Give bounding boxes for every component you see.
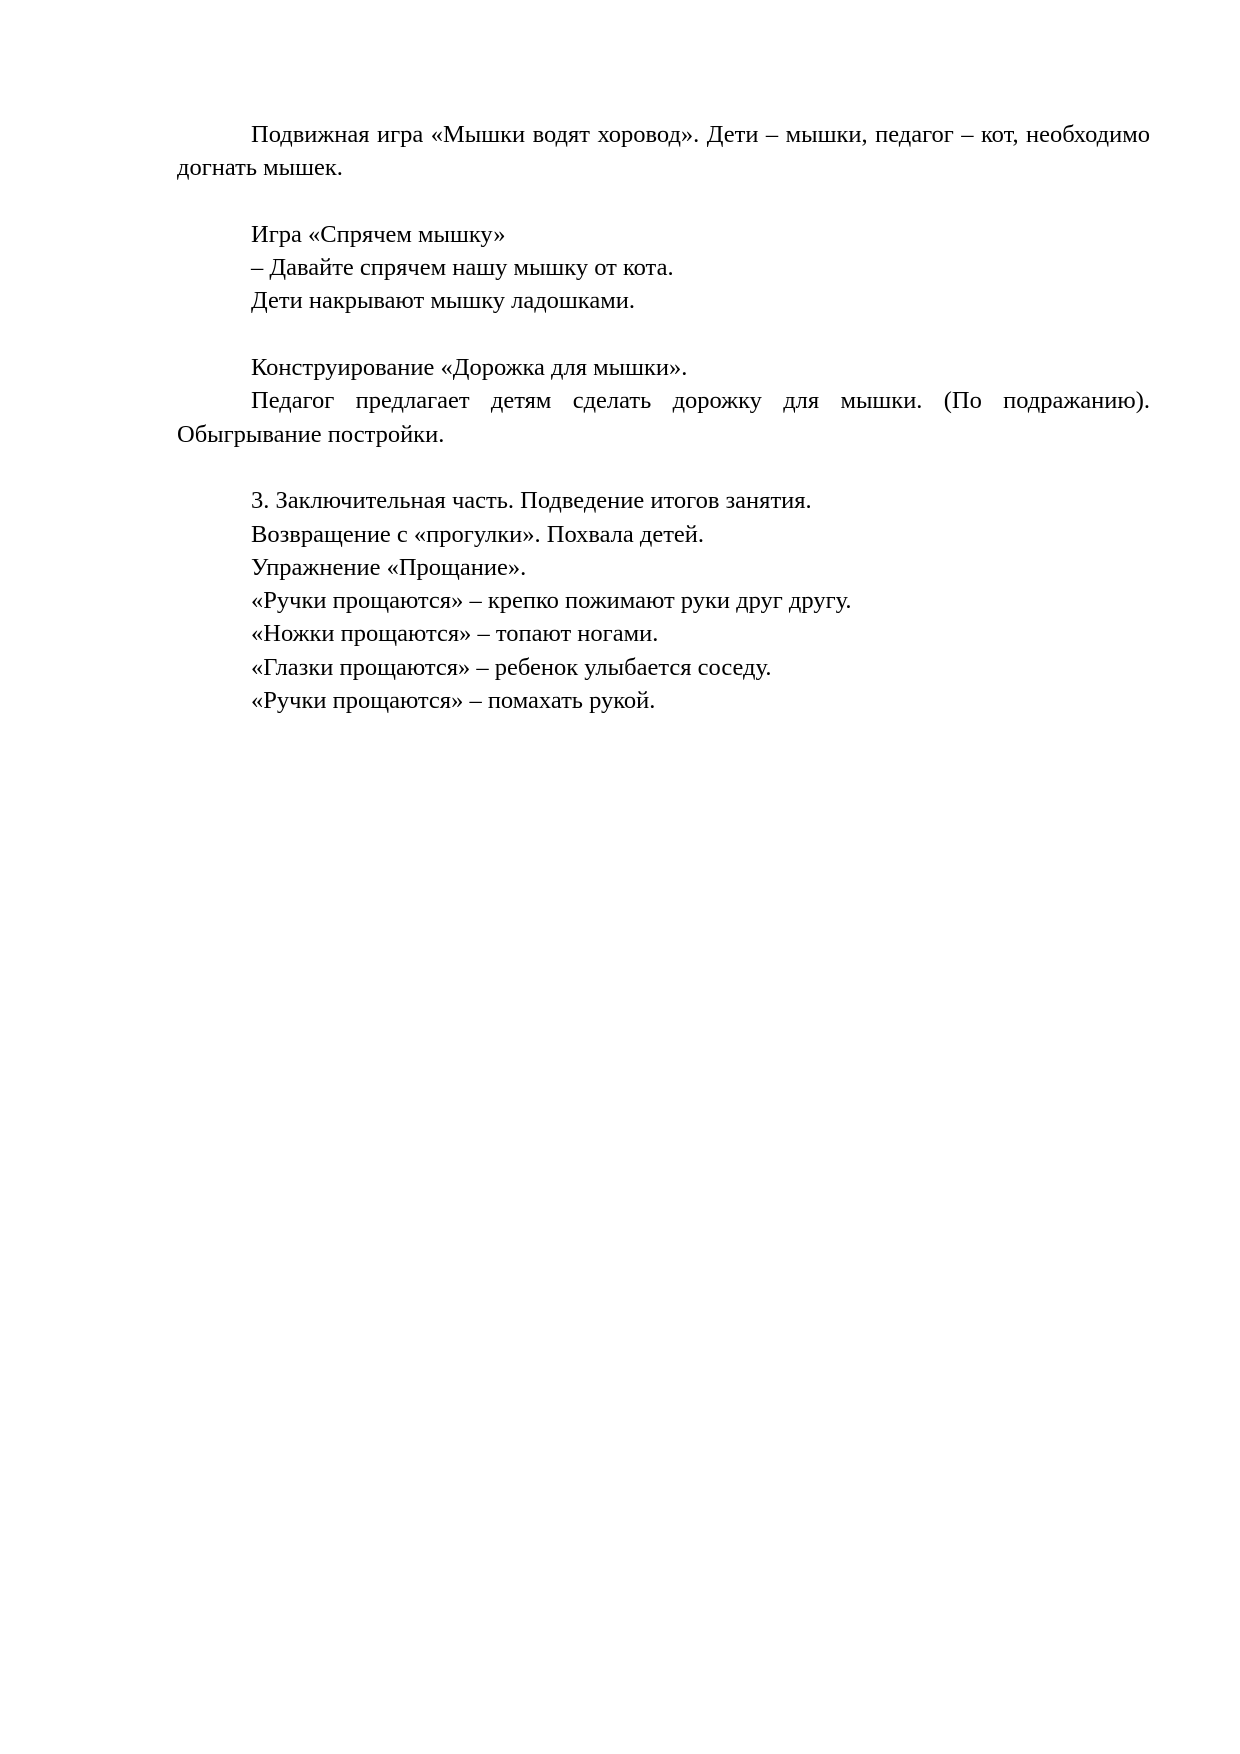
construction-title: Конструирование «Дорожка для мышки». [251, 354, 688, 382]
final-part-line-eyes: «Глазки прощаются» – ребенок улыбается соседу. [251, 653, 772, 681]
final-part-line-hands: «Ручки прощаются» – крепко пожимают руки друг другу. [251, 587, 852, 615]
document-page [177, 118, 1150, 717]
hide-the-mouse-game-section [177, 218, 1150, 318]
paragraph-mice-round-dance-game: Подвижная игра «Мышки водят хоровод». Дети – мышки, педагог – кот, необходимо догнать мышек. [177, 121, 1150, 182]
spacer [177, 451, 1150, 484]
final-part-line-feet: «Ножки прощаются» – топают ногами. [251, 620, 659, 648]
spacer [177, 185, 1150, 218]
hide-the-mouse-dialogue: – Давайте спрячем нашу мышку от кота. [251, 254, 674, 282]
construction-description: Педагог предлагает детям сделать дорожку для мышки. (По подражанию). Обыгрывание постройки. [177, 387, 1150, 448]
hide-the-mouse-title: Игра «Спрячем мышку» [251, 220, 506, 248]
final-part-heading: 3. Заключительная часть. Подведение итогов занятия. [251, 487, 812, 515]
construction-section [177, 351, 1150, 451]
hide-the-mouse-action: Дети накрывают мышку ладошками. [251, 287, 635, 315]
final-part-section [177, 484, 1150, 717]
final-part-line-return: Возвращение с «прогулки». Похвала детей. [251, 520, 705, 548]
final-part-line-wave: «Ручки прощаются» – помахать рукой. [251, 687, 656, 715]
spacer [177, 318, 1150, 351]
final-part-line-exercise: Упражнение «Прощание». [251, 553, 527, 581]
